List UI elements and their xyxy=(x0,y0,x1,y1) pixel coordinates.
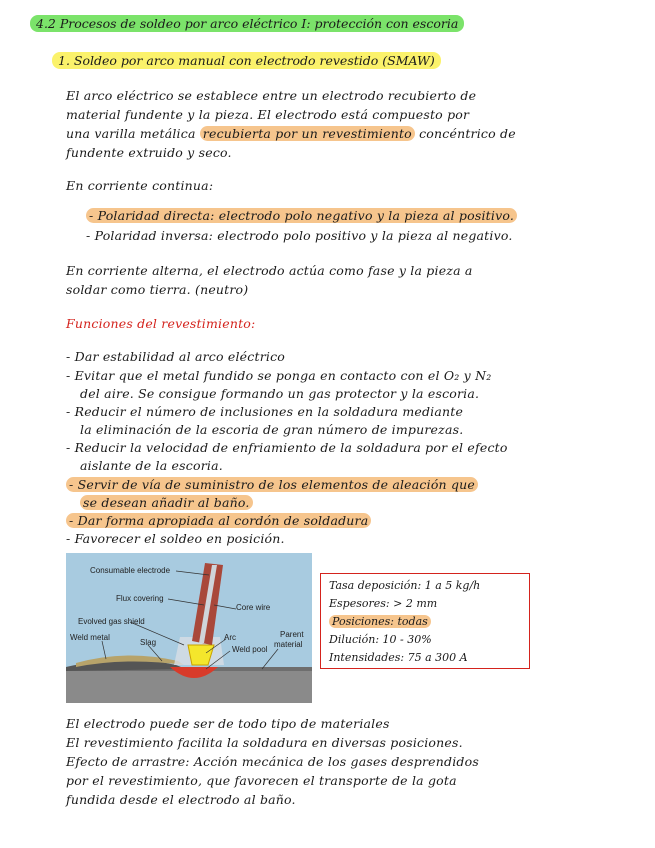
label-parent-line2: material xyxy=(274,640,303,649)
intro-highlight: recubierta por un revestimiento xyxy=(200,126,415,141)
closing-line-4: por el revestimiento, que favorecen el transporte de la gota xyxy=(66,773,457,788)
intro-line-3-post: concéntrico de xyxy=(414,126,516,141)
specs-box xyxy=(320,573,530,669)
intro-line-1: El arco eléctrico se establece entre un electrodo recubierto de xyxy=(66,88,477,103)
function-item: - Reducir la velocidad de enfriamiento de la soldadura por el efecto xyxy=(66,440,508,455)
function-item: - Reducir el número de inclusiones en la soldadura mediante xyxy=(66,404,464,419)
function-highlight-text: - Servir de vía de suministro de los elementos de aleación que xyxy=(66,477,478,492)
label-flux-covering: Flux covering xyxy=(116,594,164,603)
dc-heading: En corriente continua: xyxy=(66,178,214,193)
spec-dilucion: Dilución: 10 - 30% xyxy=(329,633,432,646)
ac-line-1: En corriente alterna, el electrodo actúa como fase y la pieza a xyxy=(66,263,473,278)
function-item: - Evitar que el metal fundido se ponga en contacto con el O₂ y N₂ xyxy=(66,368,492,383)
spec-posiciones-text: Posiciones: todas xyxy=(329,615,431,628)
functions-heading: Funciones del revestimiento: xyxy=(66,316,256,331)
section-subtitle xyxy=(52,53,441,68)
function-item-highlight xyxy=(66,513,371,528)
page-title-text: 4.2 Procesos de soldeo por arco eléctrico I: protección con escoria xyxy=(30,15,464,32)
function-item-cont: la eliminación de la escoria de gran número de impurezas. xyxy=(80,422,464,437)
function-item: - Favorecer el soldeo en posición. xyxy=(66,531,285,546)
label-weld-metal: Weld metal xyxy=(70,633,110,642)
label-evolved-gas-shield: Evolved gas shield xyxy=(78,617,145,626)
function-item-cont: del aire. Se consigue formando un gas protector y la escoria. xyxy=(80,386,480,401)
closing-line-5: fundida desde el electrodo al baño. xyxy=(66,792,296,807)
label-slag: Slag xyxy=(140,638,157,647)
spec-tasa: Tasa deposición: 1 a 5 kg/h xyxy=(329,579,481,592)
function-highlight-text: - Dar forma apropiada al cordón de soldadura xyxy=(66,513,371,528)
intro-line-3 xyxy=(66,126,516,141)
function-item-highlight xyxy=(66,477,478,492)
label-arc: Arc xyxy=(224,633,236,642)
function-item: - Dar estabilidad al arco eléctrico xyxy=(66,349,285,364)
closing-line-3: Efecto de arrastre: Acción mecánica de los gases desprendidos xyxy=(66,754,479,769)
function-item-cont: aislante de la escoria. xyxy=(80,458,223,473)
dc-direct-text: - Polaridad directa: electrodo polo negativo y la pieza al positivo. xyxy=(86,208,517,223)
function-item-highlight-cont xyxy=(80,495,253,510)
closing-line-2: El revestimiento facilita la soldadura en diversas posiciones. xyxy=(66,735,463,750)
intro-line-4: fundente extruido y seco. xyxy=(66,145,232,160)
function-highlight-text: se desean añadir al baño. xyxy=(80,495,253,510)
spec-espesores: Espesores: > 2 mm xyxy=(329,597,438,610)
smaw-diagram-illustration xyxy=(66,553,312,703)
spec-intensidades: Intensidades: 75 a 300 A xyxy=(329,651,468,664)
dc-inverse: - Polaridad inversa: electrodo polo positivo y la pieza al negativo. xyxy=(86,228,513,243)
label-core-wire: Core wire xyxy=(236,603,271,612)
intro-line-2: material fundente y la pieza. El electrodo está compuesto por xyxy=(66,107,470,122)
ac-line-2: soldar como tierra. (neutro) xyxy=(66,282,249,297)
dc-direct xyxy=(86,208,517,223)
closing-line-1: El electrodo puede ser de todo tipo de materiales xyxy=(66,716,390,731)
label-weld-pool: Weld pool xyxy=(232,645,268,654)
page-title xyxy=(30,16,464,31)
spec-posiciones xyxy=(329,615,431,628)
label-parent-line1: Parent xyxy=(280,630,304,639)
label-consumable-electrode: Consumable electrode xyxy=(90,566,171,575)
section-subtitle-text: 1. Soldeo por arco manual con electrodo revestido (SMAW) xyxy=(52,52,441,69)
smaw-diagram xyxy=(66,553,312,703)
intro-line-3-pre: una varilla metálica xyxy=(66,126,200,141)
